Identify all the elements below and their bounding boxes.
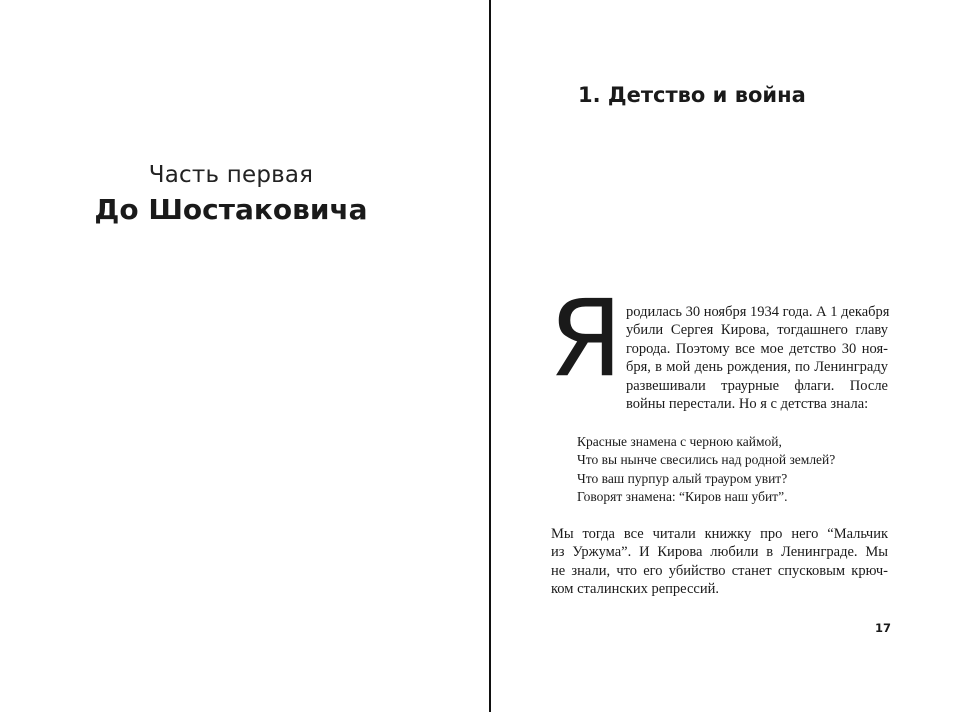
paragraph-line: развешивали траурные флаги. После (626, 377, 888, 394)
chapter-title: 1. Детство и война (578, 83, 806, 107)
left-page (0, 0, 489, 712)
paragraph-line: города. Поэтому все мое детство 30 ноя- (626, 340, 888, 357)
paragraph-line: Мы тогда все читали книжку про него “Мальчик (551, 526, 888, 542)
paragraph-2 (551, 525, 888, 599)
paragraph-line: убили Сергея Кирова, тогдашнего главу (626, 322, 888, 339)
paragraph-line: войны перестали. Но я с детства знала: (626, 395, 869, 412)
page-number: 17 (875, 621, 892, 635)
part-title: До Шостаковича (94, 193, 368, 226)
poem-line: Говорят знамена: “Киров наш убит”. (577, 489, 788, 505)
right-page (491, 0, 980, 712)
paragraph-line: не знали, что его убийство станет спусковым крюч- (551, 562, 888, 579)
poem-quote (577, 433, 877, 507)
part-heading (0, 158, 462, 228)
paragraph-line: бря, в мой день рождения, по Ленинграду (626, 359, 888, 376)
poem-line: Красные знамена с черною каймой, (577, 434, 782, 449)
part-label: Часть первая (148, 162, 314, 188)
drop-cap: Я (549, 277, 623, 400)
poem-line: Что вы нынче свесились над родной землей? (577, 452, 836, 468)
paragraph-line: ком сталинских репрессий. (551, 581, 719, 598)
paragraph-line: из Уржума”. И Кирова любили в Ленинграде. Мы (551, 544, 888, 561)
paragraph-1 (626, 303, 888, 413)
poem-line: Что ваш пурпур алый трауром увит? (577, 470, 788, 486)
paragraph-line: родилась 30 ноября 1934 года. А 1 декабря (626, 304, 890, 320)
